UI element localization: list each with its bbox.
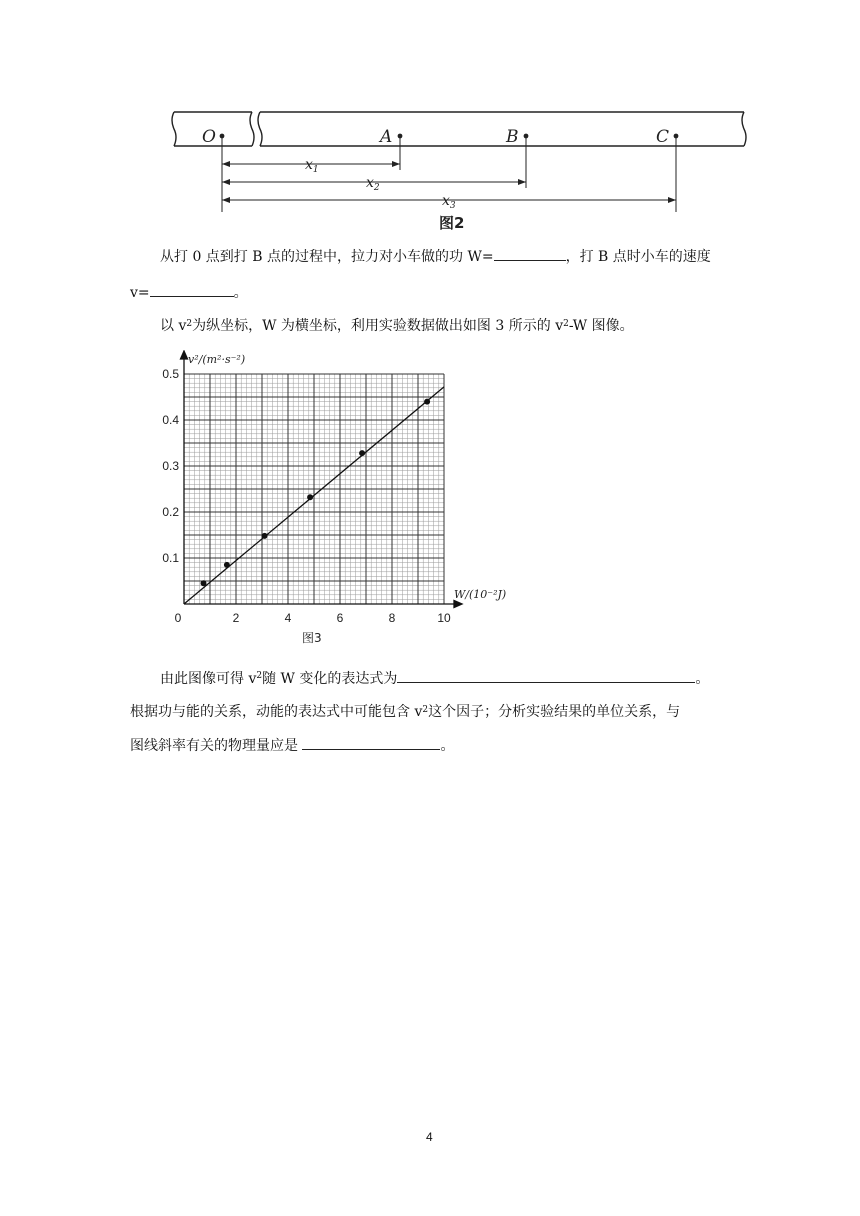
x-tick-label: 4 [284,611,292,625]
label-C: C [656,127,670,147]
p3-text-1: 以 v [160,318,187,334]
y-tick-label: 0.1 [162,551,179,565]
dim-x2: x [366,175,374,191]
chart-major-grid [184,374,444,604]
point-A-dot [398,134,403,139]
x-tick-label: 0 [174,611,182,625]
label-A: A [380,127,393,147]
label-O: O [202,127,216,147]
p4-sup: 2 [256,671,263,681]
p4-text-2: 随 W 变化的表达式为 [262,671,398,687]
dim-x1: x [305,157,313,173]
p5-text-1: 根据功与能的关系，动能的表达式中可能包含 v [130,704,423,720]
paragraph-velocity [130,282,248,303]
point-C-dot [674,134,679,139]
y-tick-label: 0.4 [162,413,179,427]
x-tick-label: 10 [437,611,451,625]
v2-w-chart [152,350,512,650]
paragraph-expression [160,668,709,689]
answer-blank-work[interactable] [494,246,566,261]
dim-x3-sub: 3 [449,201,456,211]
paragraph-work [160,246,711,267]
y-tick-label: 0.5 [162,367,179,381]
data-point-5 [359,450,365,456]
answer-blank-velocity[interactable] [150,282,234,297]
paragraph-slope [130,735,454,756]
p4-text-1: 由此图像可得 v [160,671,257,687]
x-tick-label: 8 [388,611,396,625]
p2-text-1: v= [130,285,150,301]
paper-tape-figure [160,108,750,232]
x-axis-arrow [454,601,462,608]
label-B: B [506,127,519,147]
tape-right-piece [258,112,746,146]
point-B-dot [524,134,529,139]
p5-text-2: 这个因子；分析实验结果的单位关系，与 [428,704,681,720]
p3-sup-1: 2 [186,319,193,329]
p1-text-2: ，打 B 点时小车的速度 [565,249,711,265]
y-axis-arrow [181,351,188,359]
p3-sup-2: 2 [563,319,569,329]
p6-text-1: 图线斜率有关的物理量应是 [130,738,303,754]
chart-caption: 图3 [302,631,322,645]
chart-ylabel: v²/(m²·s⁻²) [188,353,246,366]
p5-sup: 2 [422,705,429,715]
paragraph-graph-intro [160,316,634,336]
p4-text-3: 。 [695,671,710,687]
p3-text-3: -W 图像。 [568,318,634,334]
chart-xlabel: W/(10⁻²J) [454,588,507,601]
x-tick-label: 6 [336,611,344,625]
y-tick-label: 0.3 [162,459,179,473]
data-point-1 [201,580,207,586]
page-number: 4 [426,1130,433,1144]
svg-text:x3 [442,193,456,211]
x-tick-label: 2 [232,611,240,625]
p2-text-2: 。 [233,285,248,301]
p1-text-1: 从打 0 点到打 B 点的过程中，拉力对小车做的功 W= [160,249,494,265]
dim-x3: x [442,193,450,209]
data-point-4 [307,494,313,500]
data-point-6 [424,399,430,405]
dim-x2-sub: 2 [373,183,380,193]
svg-text:x2 [366,175,380,193]
answer-blank-expression[interactable] [397,668,695,683]
answer-blank-slope[interactable] [302,735,440,750]
data-point-2 [224,562,230,568]
dim-x1-sub: 1 [312,165,319,175]
p3-text-2: 为纵坐标，W 为横坐标，利用实验数据做出如图 3 所示的 v [192,318,564,334]
figure2-caption: 图2 [439,214,465,232]
data-point-3 [262,533,268,539]
y-tick-label: 0.2 [162,505,179,519]
svg-text:x1 [305,157,319,175]
point-O-dot [220,134,225,139]
paragraph-energy [130,702,680,722]
p6-text-2: 。 [440,738,455,754]
